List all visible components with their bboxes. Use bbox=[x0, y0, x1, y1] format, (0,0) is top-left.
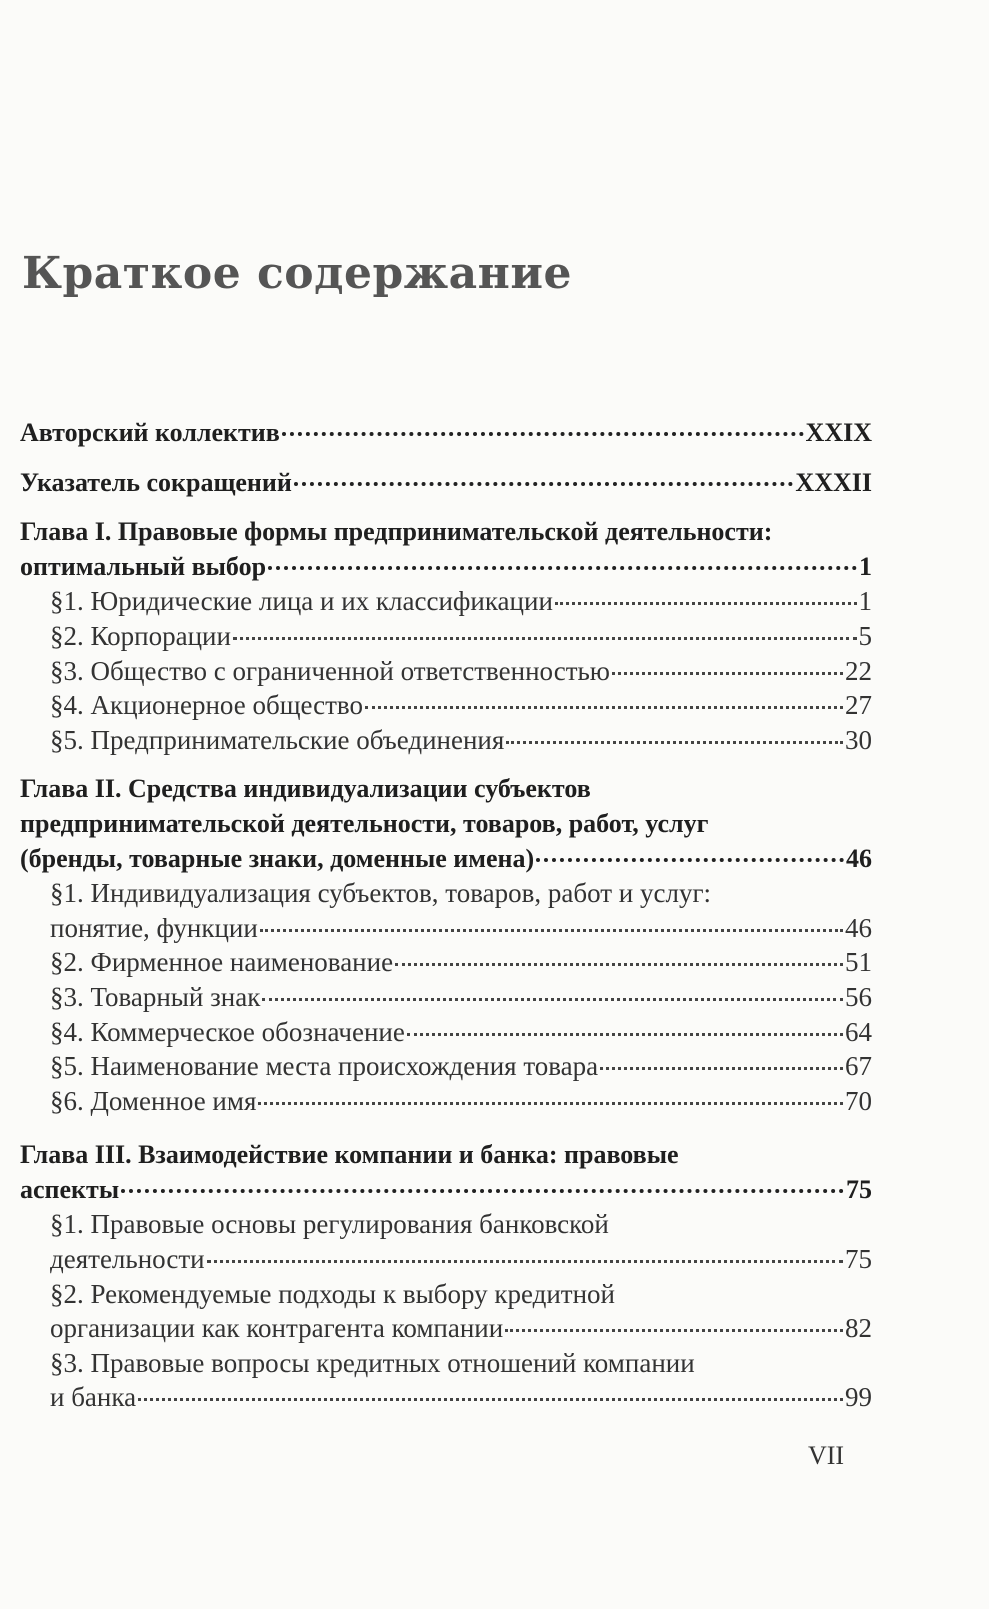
toc-section[interactable] bbox=[20, 1049, 872, 1084]
page-number: VII bbox=[808, 1441, 845, 1470]
dot-leader bbox=[262, 998, 843, 1001]
section-label: §3. Товарный знак bbox=[50, 981, 261, 1012]
dot-leader bbox=[282, 432, 804, 436]
toc-entry-authors[interactable] bbox=[20, 416, 872, 451]
dot-leader bbox=[395, 963, 843, 966]
toc-section[interactable] bbox=[20, 1311, 872, 1346]
section-label: понятие, функции bbox=[50, 912, 258, 943]
toc-page-number: 22 bbox=[845, 655, 872, 686]
section-label: §3. Общество с ограниченной ответственностью bbox=[50, 655, 610, 686]
toc-chapter-2 bbox=[20, 772, 872, 1118]
toc-page-number: XXIX bbox=[805, 418, 872, 447]
toc-page-number: 1 bbox=[858, 586, 872, 617]
toc-section[interactable] bbox=[20, 688, 872, 723]
dot-leader bbox=[536, 858, 844, 862]
toc-section[interactable] bbox=[20, 945, 872, 980]
section-label-first-line[interactable]: §3. Правовые вопросы кредитных отношений компании bbox=[50, 1347, 695, 1378]
page-title: Краткое содержание bbox=[22, 248, 572, 299]
dot-leader bbox=[121, 1189, 844, 1193]
section-label: деятельности bbox=[50, 1244, 205, 1275]
dot-leader bbox=[612, 672, 843, 675]
toc-entry-label: Авторский коллектив bbox=[20, 418, 280, 447]
dot-leader bbox=[407, 1033, 843, 1036]
toc-page-number: 75 bbox=[845, 1244, 872, 1275]
toc-section[interactable] bbox=[20, 1380, 872, 1415]
toc-chapter-3 bbox=[20, 1138, 872, 1415]
toc-entry-label: Указатель сокращений bbox=[20, 467, 292, 497]
section-label: организации как контрагента компании bbox=[50, 1313, 504, 1344]
toc-page-number: 46 bbox=[846, 843, 872, 873]
toc-page-number: 51 bbox=[845, 947, 872, 978]
toc-page-number: 30 bbox=[845, 724, 872, 755]
chapter-heading-last-line[interactable] bbox=[20, 1173, 872, 1208]
dot-leader bbox=[233, 637, 857, 640]
toc-page-number: 56 bbox=[845, 981, 872, 1012]
section-label: §4. Коммерческое обозначение bbox=[50, 1016, 405, 1047]
section-label: §2. Фирменное наименование bbox=[50, 947, 394, 978]
toc-page-number: XXXII bbox=[795, 467, 872, 497]
section-label: §4. Акционерное общество bbox=[50, 690, 363, 721]
section-label: §2. Корпорации bbox=[50, 620, 231, 651]
dot-leader bbox=[294, 482, 794, 486]
section-label-first-line[interactable]: §1. Индивидуализация субъектов, товаров, работ и услуг: bbox=[50, 878, 712, 909]
toc-section[interactable] bbox=[20, 654, 872, 689]
section-label-first-line[interactable]: §2. Рекомендуемые подходы к выбору кредитной bbox=[50, 1278, 615, 1309]
table-of-contents bbox=[20, 416, 872, 1415]
dot-leader bbox=[506, 741, 843, 744]
section-label-first-line[interactable]: §1. Правовые основы регулирования банковской bbox=[50, 1209, 609, 1240]
toc-page-number: 46 bbox=[845, 912, 872, 943]
toc-page-number: 1 bbox=[859, 551, 872, 581]
chapter-heading-text: аспекты bbox=[20, 1174, 120, 1204]
chapter-heading-last-line[interactable] bbox=[20, 842, 872, 877]
chapter-heading-text: оптимальный выбор bbox=[20, 551, 267, 581]
toc-section[interactable] bbox=[20, 723, 872, 758]
toc-page-number: 27 bbox=[845, 690, 872, 721]
toc-entry-abbreviations[interactable] bbox=[20, 466, 872, 501]
chapter-heading-last-line[interactable] bbox=[20, 550, 872, 585]
toc-page-number: 5 bbox=[858, 620, 872, 651]
dot-leader bbox=[365, 706, 843, 709]
toc-chapter-1 bbox=[20, 515, 872, 757]
toc-page-number: 64 bbox=[845, 1016, 872, 1047]
toc-section[interactable] bbox=[20, 1084, 872, 1119]
toc-page-number: 99 bbox=[845, 1382, 872, 1413]
section-label: и банка bbox=[50, 1382, 137, 1413]
dot-leader bbox=[260, 929, 843, 932]
toc-section[interactable] bbox=[20, 1242, 872, 1277]
chapter-heading-text: (бренды, товарные знаки, доменные имена) bbox=[20, 843, 535, 873]
chapter-heading-line[interactable]: Глава I. Правовые формы предпринимательской деятельности: bbox=[20, 517, 773, 547]
toc-page-number: 67 bbox=[845, 1051, 872, 1082]
chapter-heading-line[interactable]: Глава II. Средства индивидуализации субъектов bbox=[20, 774, 591, 804]
dot-leader bbox=[555, 602, 857, 605]
section-label: §6. Доменное имя bbox=[50, 1085, 257, 1116]
dot-leader bbox=[600, 1067, 843, 1070]
toc-page-number: 75 bbox=[846, 1174, 872, 1204]
toc-section[interactable] bbox=[20, 1015, 872, 1050]
chapter-heading-line[interactable]: предпринимательской деятельности, товаров, работ, услуг bbox=[20, 808, 709, 838]
section-label: §5. Предпринимательские объединения bbox=[50, 724, 505, 755]
toc-section[interactable] bbox=[20, 619, 872, 654]
toc-section[interactable] bbox=[20, 980, 872, 1015]
section-label: §1. Юридические лица и их классификации bbox=[50, 586, 553, 617]
toc-page-number: 82 bbox=[845, 1313, 872, 1344]
dot-leader bbox=[258, 1102, 843, 1105]
toc-page-number: 70 bbox=[845, 1085, 872, 1116]
chapter-heading-line[interactable]: Глава III. Взаимодействие компании и банка: правовые bbox=[20, 1140, 679, 1170]
toc-section[interactable] bbox=[20, 584, 872, 619]
dot-leader bbox=[268, 566, 857, 570]
toc-section[interactable] bbox=[20, 911, 872, 946]
section-label: §5. Наименование места происхождения товара bbox=[50, 1051, 599, 1082]
dot-leader bbox=[505, 1329, 843, 1332]
dot-leader bbox=[207, 1260, 843, 1263]
dot-leader bbox=[138, 1398, 843, 1401]
